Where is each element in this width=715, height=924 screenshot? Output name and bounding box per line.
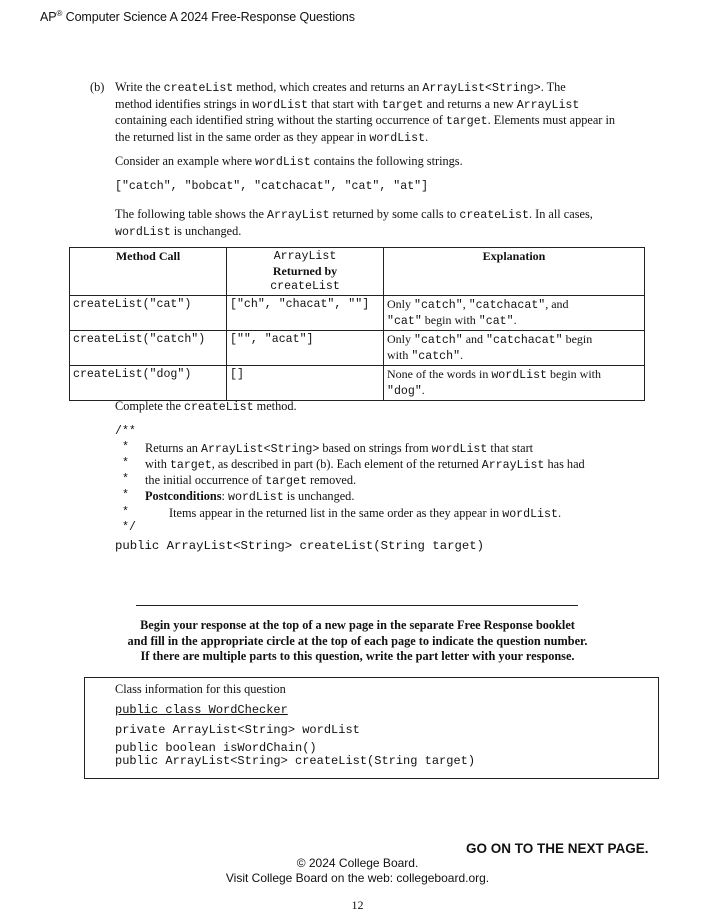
class-declaration: public class WordChecker [115,703,288,717]
response-notice: Begin your response at the top of a new page in the separate Free Response booklet and fill in the appropriate circle at the top of each page to indicate the question number. If there are multiple parts to this question, write the part letter with your response. [127,618,588,663]
table-row [70,331,645,366]
cell-method-call: createList("catch") [70,331,227,366]
header-explanation: Explanation [384,248,645,296]
cell-returned: ["", "acat"] [227,331,384,366]
comment-line: Returns an ArrayList<String> based on strings from wordList that start [145,441,534,456]
cell-returned: [] [227,366,384,401]
table-header-row [70,248,645,296]
comment-star: * [122,473,129,486]
page-number: 12 [351,898,364,912]
cell-explanation: Only "catch" and "catchacat" begin with "catch". [384,331,645,366]
example-table [69,247,645,401]
comment-line: Postconditions: wordList is unchanged. [145,489,355,504]
header-method-call: Method Call [70,248,227,296]
comment-line: with target, as described in part (b). Each element of the returned ArrayList has had [145,457,585,472]
class-field: private ArrayList<String> wordList [115,723,360,737]
comment-line: the initial occurrence of target removed. [145,473,357,488]
class-info-title: Class information for this question [115,682,286,696]
comment-star: * [122,457,129,470]
comment-star: * [122,441,129,454]
example-word-list: ["catch", "bobcat", "catchacat", "cat", "at"] [115,180,429,193]
part-intro-paragraph: Write the createList method, which creates and returns an ArrayList<String>. The method identifies strings in wordList that start with target and returns a new ArrayList containing each identified string without the starting occurrence of target. Elements must appear in the returned list in the same order as they appear in wordList. [115,80,616,145]
cell-returned: ["ch", "chacat", ""] [227,296,384,331]
part-label: (b) [90,80,105,94]
page-header-title: AP® Computer Science A 2024 Free-Response Questions [40,9,355,25]
cell-method-call: createList("cat") [70,296,227,331]
complete-instruction: Complete the createList method. [115,399,297,414]
go-on-notice: GO ON TO THE NEXT PAGE. [466,841,649,856]
cell-explanation: None of the words in wordList begin with "dog". [384,366,645,401]
cell-explanation: Only "catch", "catchacat", and "cat" begin with "cat". [384,296,645,331]
comment-star: * [122,506,129,519]
divider [136,605,578,606]
header-returned: ArrayList Returned by createList [227,248,384,296]
class-info-box [84,677,659,779]
comment-line: Items appear in the returned list in the same order as they appear in wordList. [169,506,562,521]
cell-method-call: createList("dog") [70,366,227,401]
method-signature: public ArrayList<String> createList(String target) [115,539,484,553]
table-row [70,296,645,331]
visit-website: Visit College Board on the web: collegeboard.org. [225,871,490,885]
table-intro: The following table shows the ArrayList returned by some calls to createList. In all cases, wordList is unchanged. [115,207,593,239]
comment-open: /** [115,425,136,438]
copyright: © 2024 College Board. [296,856,419,870]
class-method: public ArrayList<String> createList(String target) [115,754,476,768]
table-row [70,366,645,401]
example-intro: Consider an example where wordList contains the following strings. [115,154,463,169]
comment-close: */ [122,521,136,534]
comment-star: * [122,489,129,502]
class-method: public boolean isWordChain() [115,741,317,755]
